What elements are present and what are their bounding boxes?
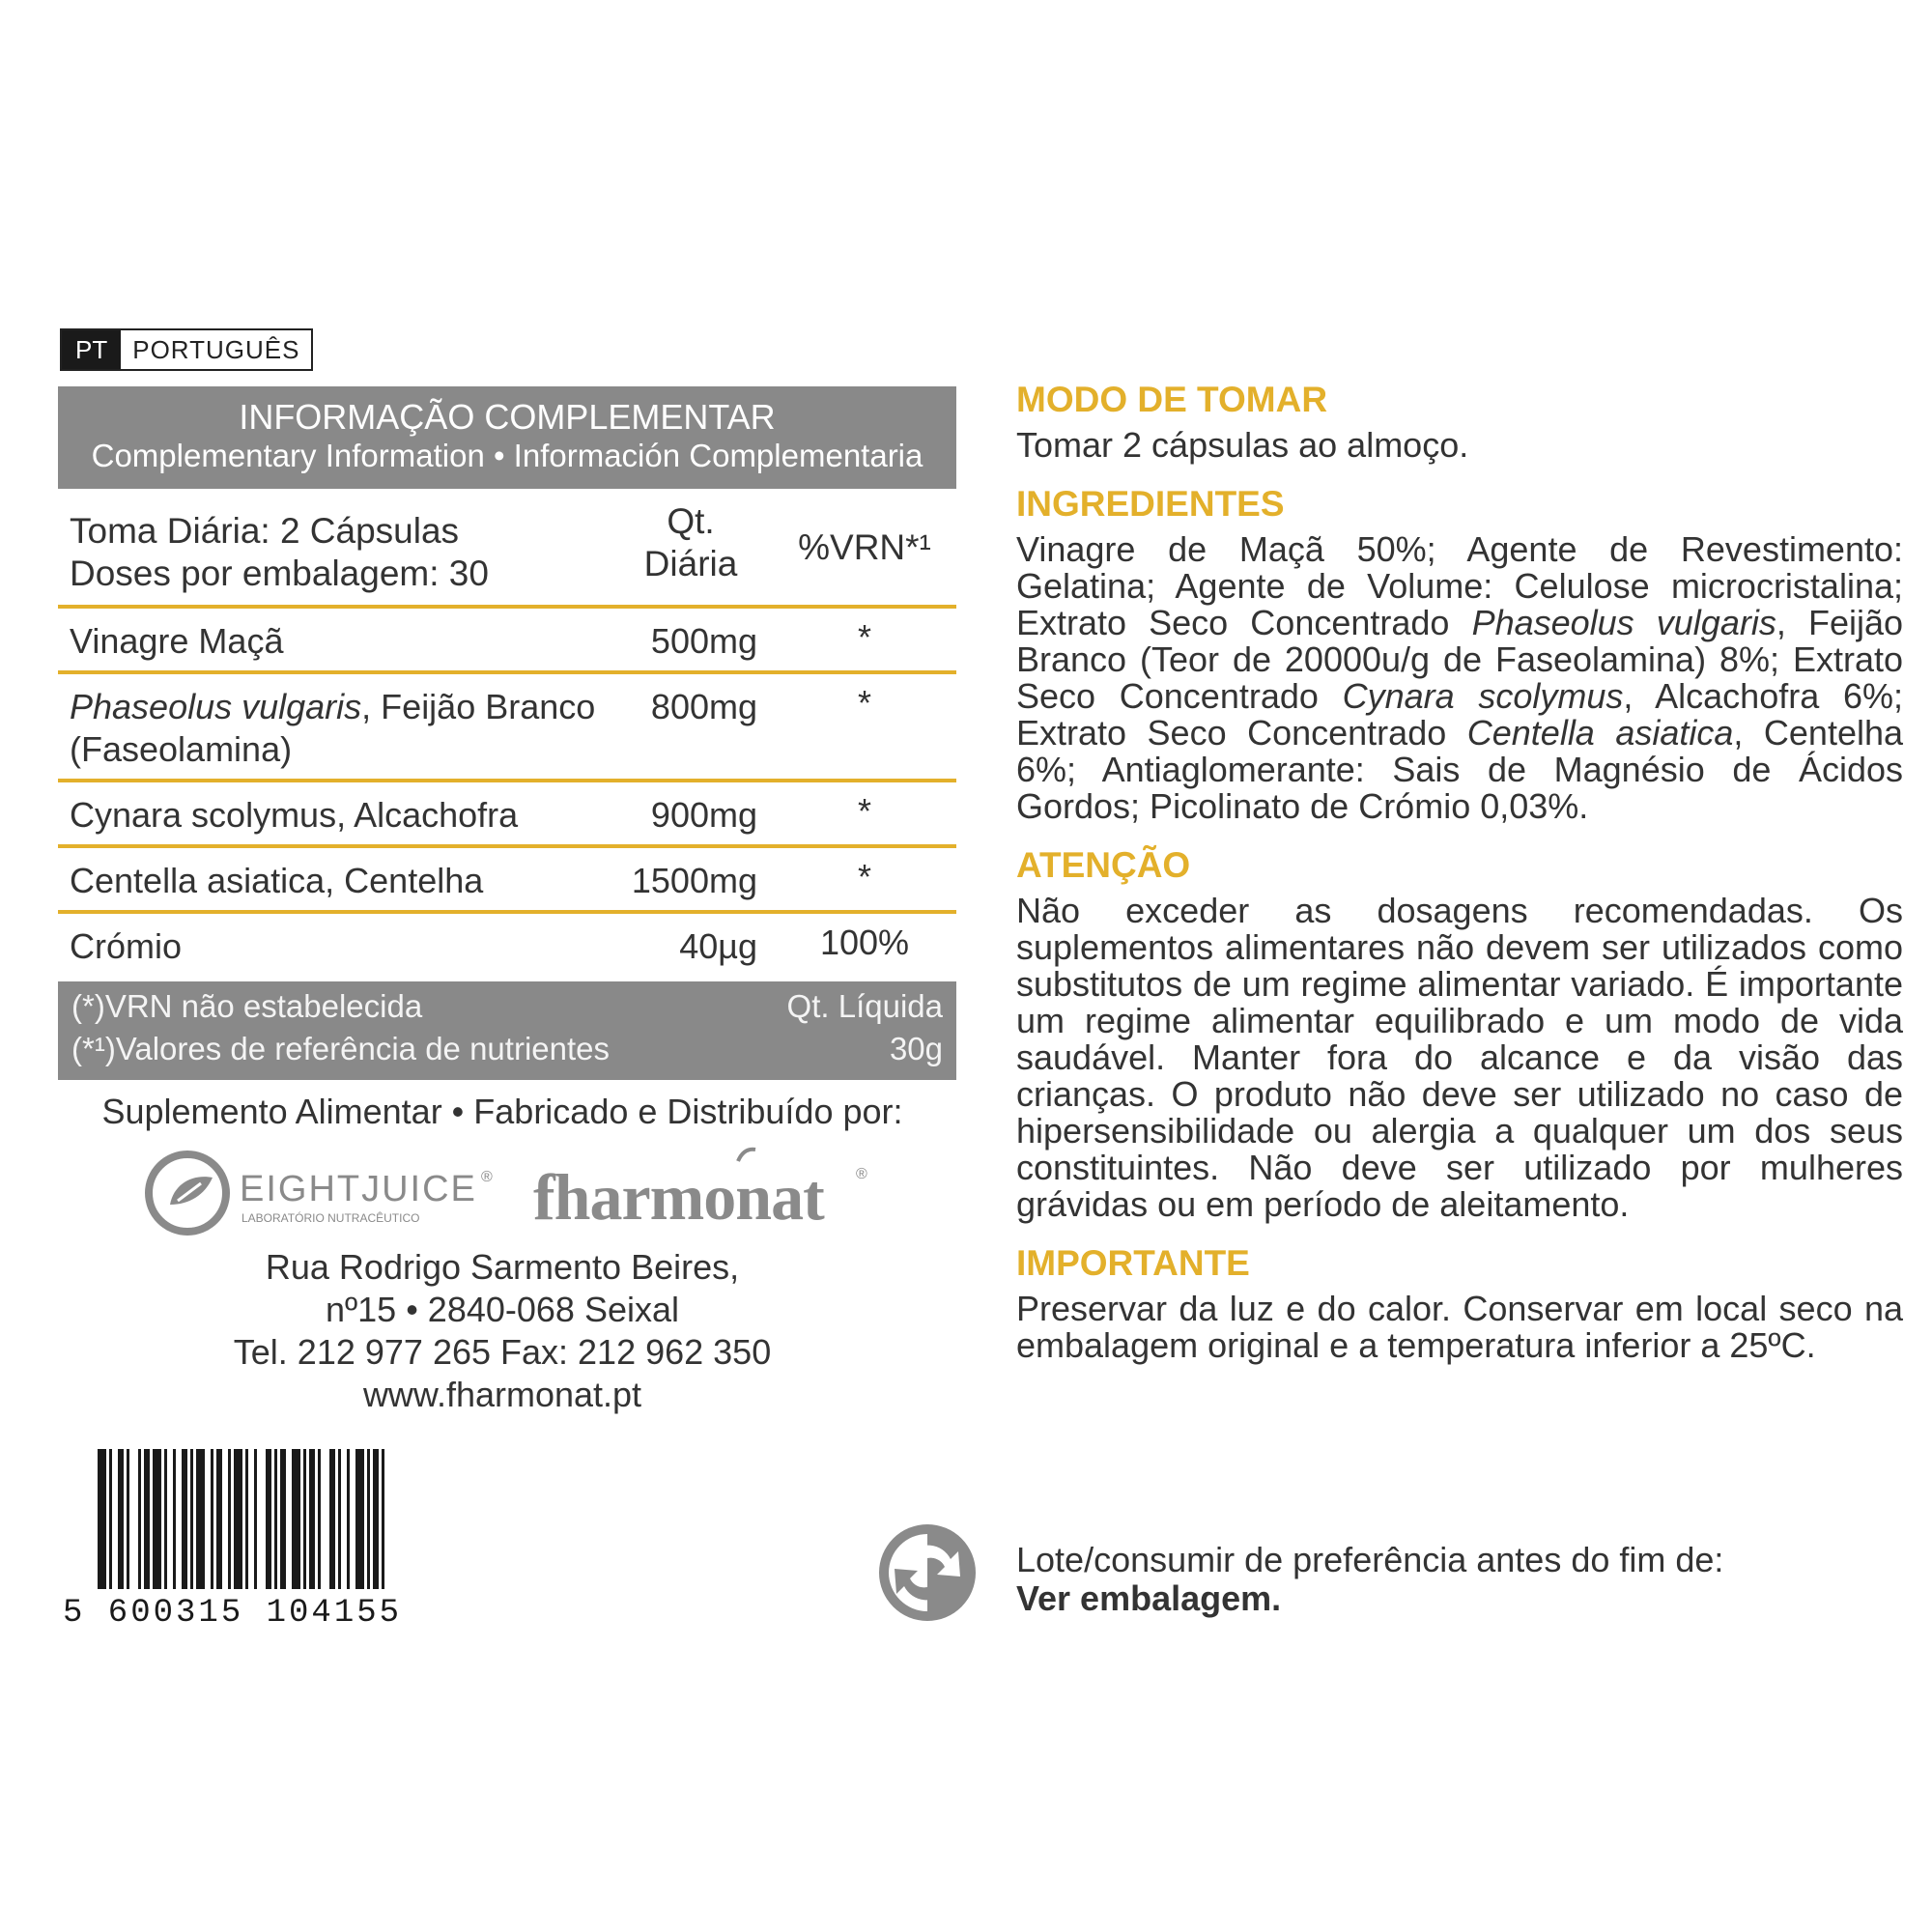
barcode-bar (347, 1449, 350, 1589)
barcode-bar (138, 1449, 141, 1589)
barcode-bar (118, 1449, 124, 1589)
ingredients-text: Vinagre de Maçã 50%; Agente de Revestimento: Gelatina; Agente de Volume: Celulose microcristalina; Extrato Seco Concentrado Phaseolus vulgaris, Feijão Branco (Teor de 20000u/g de Faseolamina) 8%; Extrato Seco Concentrado Cynara scolymus, Alcachofra 6%; Extrato Seco Concentrado Centella asiatica, Centelha 6%; Antiaglomerante: Sais de Magnésio de Ácidos Gordos; Picolinato de Crómio 0,03%. (1016, 529, 1904, 826)
svg-text:®: ® (856, 1166, 867, 1182)
ingredient-qty: 1500mg (631, 861, 757, 900)
barcode-digits: 5 600315 104155 (63, 1595, 403, 1623)
address-city: nº15 • 2840-068 Seixal (325, 1290, 679, 1329)
table-header-row (58, 489, 956, 609)
table-subtitle: Complementary Information • Información Complementaria (91, 438, 923, 473)
barcode-bar (173, 1449, 176, 1589)
table-row (58, 782, 956, 848)
barcode-bar (109, 1449, 112, 1589)
ingredient-name: Cynara scolymus, Alcachofra (70, 795, 519, 835)
ingredient-latin-name: Phaseolus vulgaris (70, 687, 362, 726)
usage-text: Tomar 2 cápsulas ao almoço. (1016, 425, 1469, 465)
barcode-bar (355, 1449, 364, 1589)
barcode-graphic (63, 1449, 469, 1623)
lot-info (1016, 1541, 1723, 1618)
svg-text:®: ® (481, 1169, 493, 1185)
barcode-bar (318, 1449, 321, 1589)
barcode-bar (373, 1449, 379, 1589)
usage-title: MODO DE TOMAR (1016, 380, 1328, 419)
contact-phone: Tel. 212 977 265 Fax: 212 962 350 (233, 1332, 772, 1372)
barcode-bar (280, 1449, 286, 1589)
warning-text: Não exceder as dosagens recomendadas. Os suplementos alimentares não devem ser utilizados como substitutos de um regime alimentar variado. É importante um regime alimentar equilibrado e um modo de vida saudável. Manter fora do alcance e da visão das crianças. O produto não deve ser utilizado no caso de hipersensibilidade ou alergia a qualquer um dos seus constituintes. Não deve ser utilizado por mulheres grávidas ou em período de aleitamento. (1016, 891, 1903, 1224)
language-tag (60, 328, 313, 371)
barcode-bar (309, 1449, 315, 1589)
address-street: Rua Rodrigo Sarmento Beires, (265, 1247, 740, 1287)
table-footer (58, 981, 956, 1080)
barcode-bar (367, 1449, 370, 1589)
ingredient-name: Vinagre Maçã (70, 621, 284, 661)
table-row (58, 609, 956, 674)
language-name: PORTUGUÊS (132, 334, 300, 364)
ingredient-qty: 40µg (679, 926, 757, 966)
ingredient-vrn: 100% (819, 923, 910, 962)
eightjuice-tagline: LABORATÓRIO NUTRACÊUTICO (242, 1211, 420, 1225)
barcode-bar (303, 1449, 306, 1589)
table-footnotes (71, 985, 610, 1070)
qty-header-line2: Diária (643, 544, 738, 583)
manufacturer-line: Suplemento Alimentar • Fabricado e Distribuído por: (101, 1092, 903, 1131)
barcode-bar (338, 1449, 341, 1589)
ingredient-name: Crómio (70, 926, 183, 966)
lot-value: Ver embalagem. (1016, 1578, 1282, 1618)
vrn-header: %VRN*¹ (798, 527, 931, 567)
net-quantity-value: 30g (889, 1031, 943, 1066)
ingredients-title: INGREDIENTES (1016, 484, 1285, 524)
barcode-bar (245, 1449, 248, 1589)
barcode-bar (266, 1449, 271, 1589)
barcode-bar (153, 1449, 161, 1589)
barcode-bar (211, 1449, 213, 1589)
ingredient-vrn: * (857, 857, 871, 896)
table-row (58, 914, 956, 976)
supplement-table (58, 386, 956, 1080)
barcode-bar (228, 1449, 231, 1589)
doses-per-pack: Doses por embalagem: 30 (70, 554, 489, 593)
barcode-bar (329, 1449, 335, 1589)
table-row (58, 848, 956, 914)
table-row (58, 674, 956, 782)
address-block (155, 1246, 850, 1416)
barcode-bar (274, 1449, 277, 1589)
footnote-vrn: (*)VRN não estabelecida (71, 988, 423, 1024)
barcode-bar (164, 1449, 167, 1589)
instructions-column (1016, 377, 1903, 1381)
barcode-bar (382, 1449, 384, 1589)
ingredient-qty: 500mg (650, 621, 757, 661)
ingredient-vrn: * (857, 617, 871, 657)
qty-header-line1: Qt. (667, 501, 715, 541)
barcode (63, 1449, 469, 1623)
eightjuice-logo (145, 1145, 512, 1241)
important-title: IMPORTANTE (1016, 1243, 1250, 1283)
fharmonat-wordmark: fharmonat (533, 1160, 824, 1234)
barcode-bar (234, 1449, 242, 1589)
important-text: Preservar da luz e do calor. Conservar em local seco na embalagem original e a temperatura inferior a 25ºC. (1016, 1289, 1903, 1365)
warning-title: ATENÇÃO (1016, 845, 1191, 885)
barcode-bar (182, 1449, 187, 1589)
table-title: INFORMAÇÃO COMPLEMENTAR (239, 397, 776, 437)
table-title-band (58, 386, 956, 489)
footnote-reference: (*¹)Valores de referência de nutrientes (71, 1031, 611, 1066)
ingredient-name (58, 674, 609, 779)
green-dot-recycle-icon (875, 1520, 980, 1625)
barcode-bar (254, 1449, 257, 1589)
fharmonat-logo (531, 1140, 879, 1246)
lot-label: Lote/consumir de preferência antes do fim de: (1016, 1540, 1724, 1579)
qty-header (609, 489, 773, 605)
daily-dose: Toma Diária: 2 Cápsulas (70, 511, 460, 551)
language-code: PT (62, 330, 121, 369)
ingredient-name: Centella asiatica, Centelha (70, 861, 484, 900)
ingredient-qty: 800mg (650, 687, 757, 726)
barcode-bar (127, 1449, 129, 1589)
daily-dose-info (58, 489, 609, 605)
barcode-bar (98, 1449, 106, 1589)
ingredient-name-line2: (Faseolamina) (70, 729, 293, 769)
barcode-bar (292, 1449, 300, 1589)
net-quantity-label: Qt. Líquida (786, 988, 943, 1024)
net-quantity (787, 985, 943, 1070)
barcode-bar (216, 1449, 222, 1589)
website-link[interactable]: www.fharmonat.pt (362, 1375, 642, 1414)
ingredient-vrn: * (857, 791, 871, 831)
ingredient-common-name: , Feijão Branco (361, 687, 596, 726)
eightjuice-wordmark: EIGHTJUICE (240, 1169, 477, 1209)
barcode-bar (196, 1449, 205, 1589)
barcode-bar (144, 1449, 150, 1589)
ingredient-vrn: * (857, 683, 871, 723)
barcode-bar (190, 1449, 193, 1589)
ingredient-qty: 900mg (650, 795, 757, 835)
